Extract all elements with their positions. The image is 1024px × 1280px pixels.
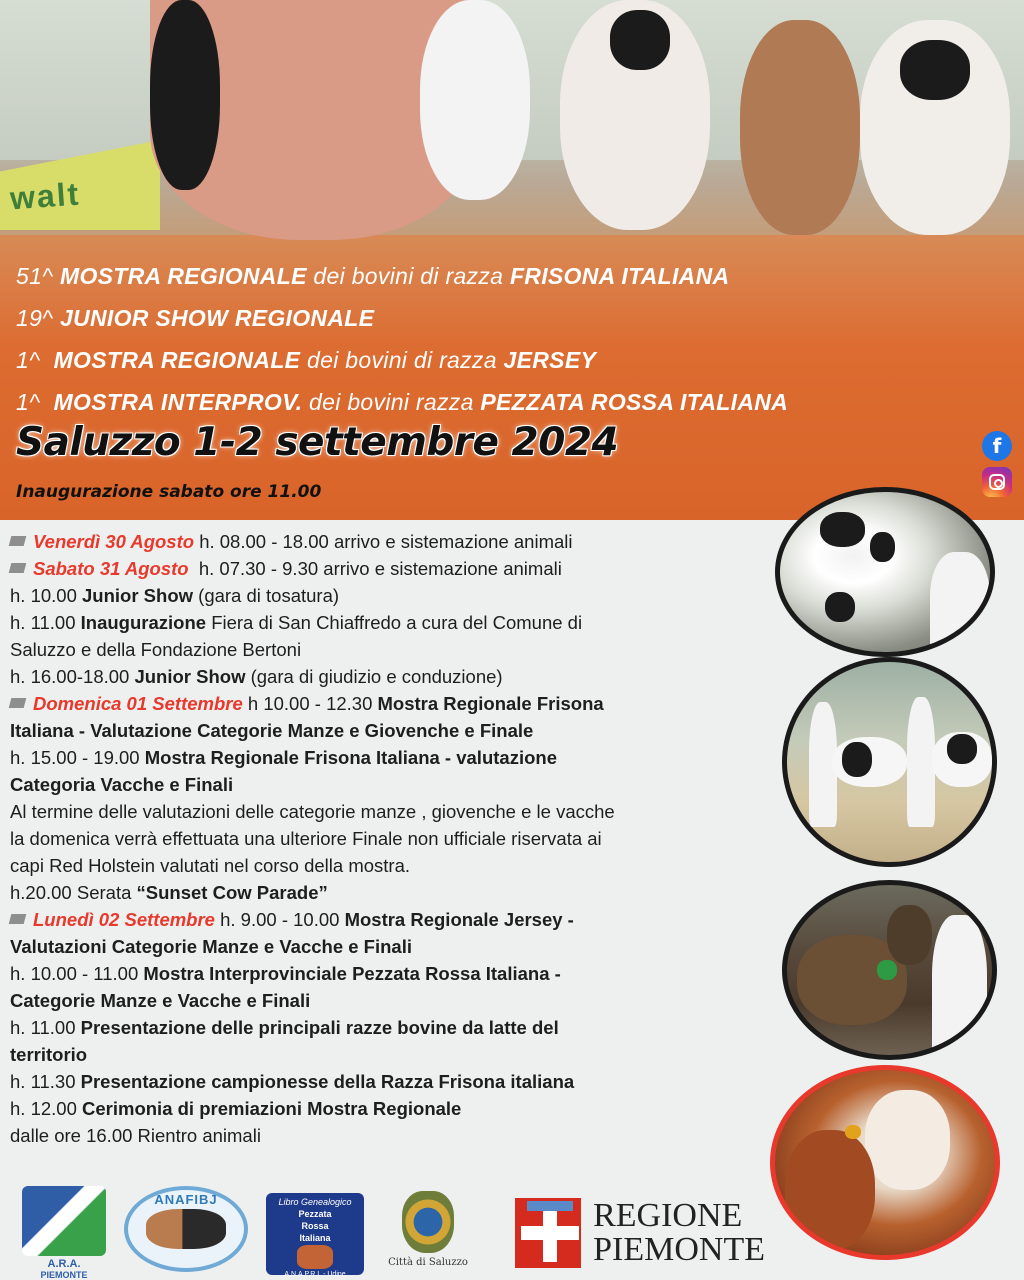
cow-body-shape bbox=[785, 1130, 875, 1250]
cow-spot-shape bbox=[820, 512, 865, 547]
title-number: 1^ bbox=[16, 389, 41, 415]
schedule-row bbox=[10, 690, 770, 717]
day-label: Lunedì 02 Settembre bbox=[33, 909, 215, 930]
schedule-row bbox=[10, 555, 770, 582]
title-line-2 bbox=[16, 297, 1016, 339]
handler-shape bbox=[932, 915, 987, 1060]
schedule-time: h. 16.00-18.00 bbox=[10, 666, 130, 687]
regione-words bbox=[593, 1199, 765, 1267]
schedule-text: h. 08.00 - 18.00 arrivo e sistemazione animali bbox=[199, 531, 573, 552]
schedule-time: h. 12.00 bbox=[10, 1098, 77, 1119]
schedule-row bbox=[10, 1095, 770, 1122]
ara-piemonte-logo bbox=[22, 1186, 106, 1280]
schedule-event: Valutazioni Categorie Manze e Vacche e Finali bbox=[10, 936, 412, 957]
schedule-event: Mostra Regionale Frisona bbox=[377, 693, 604, 714]
schedule-event: Mostra Regionale Jersey - bbox=[344, 909, 574, 930]
handler-shape bbox=[930, 552, 990, 657]
schedule-time: h. 11.00 bbox=[10, 612, 76, 633]
program-schedule bbox=[10, 528, 770, 1149]
pezzata-label: Italiana bbox=[299, 1233, 331, 1243]
title-rest: dei bovini razza bbox=[309, 389, 474, 415]
ara-region: PIEMONTE bbox=[40, 1270, 88, 1280]
cow-spot-shape bbox=[870, 532, 895, 562]
schedule-text: h. 07.30 - 9.30 arrivo e sistemazione animali bbox=[198, 558, 562, 579]
schedule-row bbox=[10, 636, 770, 663]
schedule-row bbox=[10, 1041, 770, 1068]
schedule-time: h. 15.00 - 19.00 bbox=[10, 747, 140, 768]
bullet-icon bbox=[9, 536, 27, 546]
schedule-row bbox=[10, 798, 770, 825]
photo-pezzata-rossa-cow bbox=[770, 1065, 1000, 1260]
regione-piemonte-logo bbox=[515, 1197, 765, 1269]
pezzata-label: Libro Genealogico bbox=[278, 1197, 352, 1207]
cow-spot-shape bbox=[842, 742, 872, 777]
pezzata-rossa-logo bbox=[266, 1193, 364, 1278]
schedule-time: h. 10.00 - 11.00 bbox=[10, 963, 139, 984]
schedule-row bbox=[10, 960, 770, 987]
schedule-row bbox=[10, 528, 770, 555]
title-bold: JUNIOR SHOW REGIONALE bbox=[59, 305, 375, 331]
schedule-event: Mostra Interprovinciale Pezzata Rossa Italiana - bbox=[143, 963, 561, 984]
ara-mark-icon bbox=[22, 1186, 106, 1256]
schedule-time: h.20.00 Serata bbox=[10, 882, 132, 903]
schedule-row bbox=[10, 987, 770, 1014]
day-label: Venerdì 30 Agosto bbox=[33, 531, 195, 552]
title-line-3 bbox=[16, 339, 1016, 381]
bullet-icon bbox=[9, 563, 27, 573]
sponsor-banner-text: walt bbox=[8, 175, 82, 217]
regione-word: REGIONE bbox=[593, 1197, 743, 1234]
schedule-event: Presentazione delle principali razze bovine da latte del bbox=[80, 1017, 559, 1038]
schedule-note: capi Red Holstein valutati nel corso della mostra. bbox=[10, 855, 410, 876]
title-bold: MOSTRA REGIONALE bbox=[59, 263, 307, 289]
citta-di-saluzzo-logo bbox=[385, 1191, 471, 1277]
schedule-time: h. 11.30 bbox=[10, 1071, 76, 1092]
anafibj-cows-icon bbox=[146, 1209, 226, 1249]
day-label: Sabato 31 Agosto bbox=[33, 558, 189, 579]
cow-leg-shape bbox=[150, 0, 220, 190]
title-breed: JERSEY bbox=[503, 347, 597, 373]
schedule-time: h. 11.00 bbox=[10, 1017, 76, 1038]
schedule-row bbox=[10, 1014, 770, 1041]
ear-tag-shape bbox=[845, 1125, 861, 1139]
pezzata-label: A.N.A.P.R.I. - Udine bbox=[284, 1271, 346, 1278]
schedule-row bbox=[10, 609, 770, 636]
schedule-row bbox=[10, 1068, 770, 1095]
day-label: Domenica 01 Settembre bbox=[33, 693, 243, 714]
event-headline: Saluzzo 1-2 settembre 2024 bbox=[16, 420, 619, 465]
cow-body-shape bbox=[740, 20, 860, 235]
pezzata-label: Pezzata bbox=[298, 1209, 332, 1219]
schedule-event: Categoria Vacche e Finali bbox=[10, 774, 234, 795]
schedule-row bbox=[10, 771, 770, 798]
schedule-text: (gara di tosatura) bbox=[198, 585, 340, 606]
photo-junior-handlers bbox=[782, 657, 997, 867]
pezzata-label: Rossa bbox=[301, 1221, 329, 1231]
saluzzo-crest-icon bbox=[402, 1191, 454, 1253]
schedule-event: Italiana - Valutazione Categorie Manze e Giovenche e Finale bbox=[10, 720, 534, 741]
title-breed: PEZZATA ROSSA ITALIANA bbox=[480, 389, 789, 415]
piemonte-flag-icon bbox=[515, 1198, 581, 1268]
schedule-event: Categorie Manze e Vacche e Finali bbox=[10, 990, 311, 1011]
schedule-row bbox=[10, 933, 770, 960]
instagram-glyph bbox=[989, 474, 1005, 490]
pezzata-cow-icon bbox=[297, 1245, 333, 1269]
cow-body-shape bbox=[610, 10, 670, 70]
title-line-1 bbox=[16, 255, 1016, 297]
schedule-event: Junior Show bbox=[82, 585, 194, 606]
title-line-4 bbox=[16, 381, 1016, 423]
title-number: 19^ bbox=[16, 305, 54, 331]
schedule-row bbox=[10, 663, 770, 690]
title-number: 51^ bbox=[16, 263, 54, 289]
schedule-time: h 10.00 - 12.30 bbox=[247, 693, 373, 714]
cow-head-shape bbox=[865, 1090, 950, 1190]
event-titles bbox=[16, 255, 1016, 423]
cow-spot-shape bbox=[825, 592, 855, 622]
schedule-event: “Sunset Cow Parade” bbox=[136, 882, 328, 903]
schedule-event: Inaugurazione bbox=[80, 612, 207, 633]
cow-leg-shape bbox=[420, 0, 530, 200]
cow-spot-shape bbox=[947, 734, 977, 764]
anafibj-logo bbox=[124, 1186, 248, 1272]
cow-head-shape bbox=[887, 905, 932, 965]
cow-body-shape bbox=[900, 40, 970, 100]
schedule-row bbox=[10, 717, 770, 744]
facebook-icon[interactable] bbox=[982, 431, 1012, 461]
schedule-event: Mostra Regionale Frisona Italiana - valutazione bbox=[144, 747, 557, 768]
title-breed: FRISONA ITALIANA bbox=[509, 263, 730, 289]
schedule-note: la domenica verrà effettuata una ulteriore Finale non ufficiale riservata ai bbox=[10, 828, 602, 849]
instagram-icon[interactable] bbox=[982, 467, 1012, 497]
bullet-icon bbox=[9, 698, 27, 708]
schedule-event: Presentazione campionesse della Razza Frisona italiana bbox=[80, 1071, 575, 1092]
title-bold: MOSTRA INTERPROV. bbox=[53, 389, 303, 415]
title-number: 1^ bbox=[16, 347, 41, 373]
facebook-glyph: f bbox=[992, 434, 1002, 458]
schedule-text: Fiera di San Chiaffredo a cura del Comune di bbox=[211, 612, 583, 633]
schedule-row bbox=[10, 906, 770, 933]
photo-jersey-cow bbox=[782, 880, 997, 1060]
title-bold: MOSTRA REGIONALE bbox=[53, 347, 301, 373]
schedule-event: Cerimonia di premiazioni Mostra Regionale bbox=[82, 1098, 462, 1119]
schedule-row bbox=[10, 582, 770, 609]
schedule-row bbox=[10, 879, 770, 906]
piemonte-word: PIEMONTE bbox=[593, 1231, 765, 1268]
schedule-time: h. 9.00 - 10.00 bbox=[220, 909, 340, 930]
title-rest: dei bovini di razza bbox=[313, 263, 504, 289]
anafibj-name: ANAFIBJ bbox=[154, 1192, 218, 1207]
schedule-row bbox=[10, 825, 770, 852]
rosette-shape bbox=[877, 960, 897, 980]
photo-holstein-calf bbox=[775, 487, 995, 657]
schedule-text: (gara di giudizio e conduzione) bbox=[250, 666, 503, 687]
schedule-row bbox=[10, 744, 770, 771]
schedule-note: Al termine delle valutazioni delle categorie manze , giovenche e le vacche bbox=[10, 801, 615, 822]
schedule-time: h. 10.00 bbox=[10, 585, 77, 606]
ara-name: A.R.A. bbox=[47, 1258, 81, 1270]
schedule-row bbox=[10, 852, 770, 879]
inauguration-note: Inaugurazione sabato ore 11.00 bbox=[16, 482, 322, 502]
bullet-icon bbox=[9, 914, 27, 924]
schedule-text: dalle ore 16.00 Rientro animali bbox=[10, 1125, 261, 1146]
schedule-event: territorio bbox=[10, 1044, 88, 1065]
saluzzo-caption: Città di Saluzzo bbox=[388, 1257, 468, 1268]
flag-label-icon bbox=[527, 1201, 573, 1211]
schedule-row bbox=[10, 1122, 770, 1149]
handler-shape bbox=[907, 697, 935, 827]
schedule-event: Junior Show bbox=[134, 666, 246, 687]
title-rest: dei bovini di razza bbox=[307, 347, 497, 373]
schedule-text: Saluzzo e della Fondazione Bertoni bbox=[10, 639, 302, 660]
